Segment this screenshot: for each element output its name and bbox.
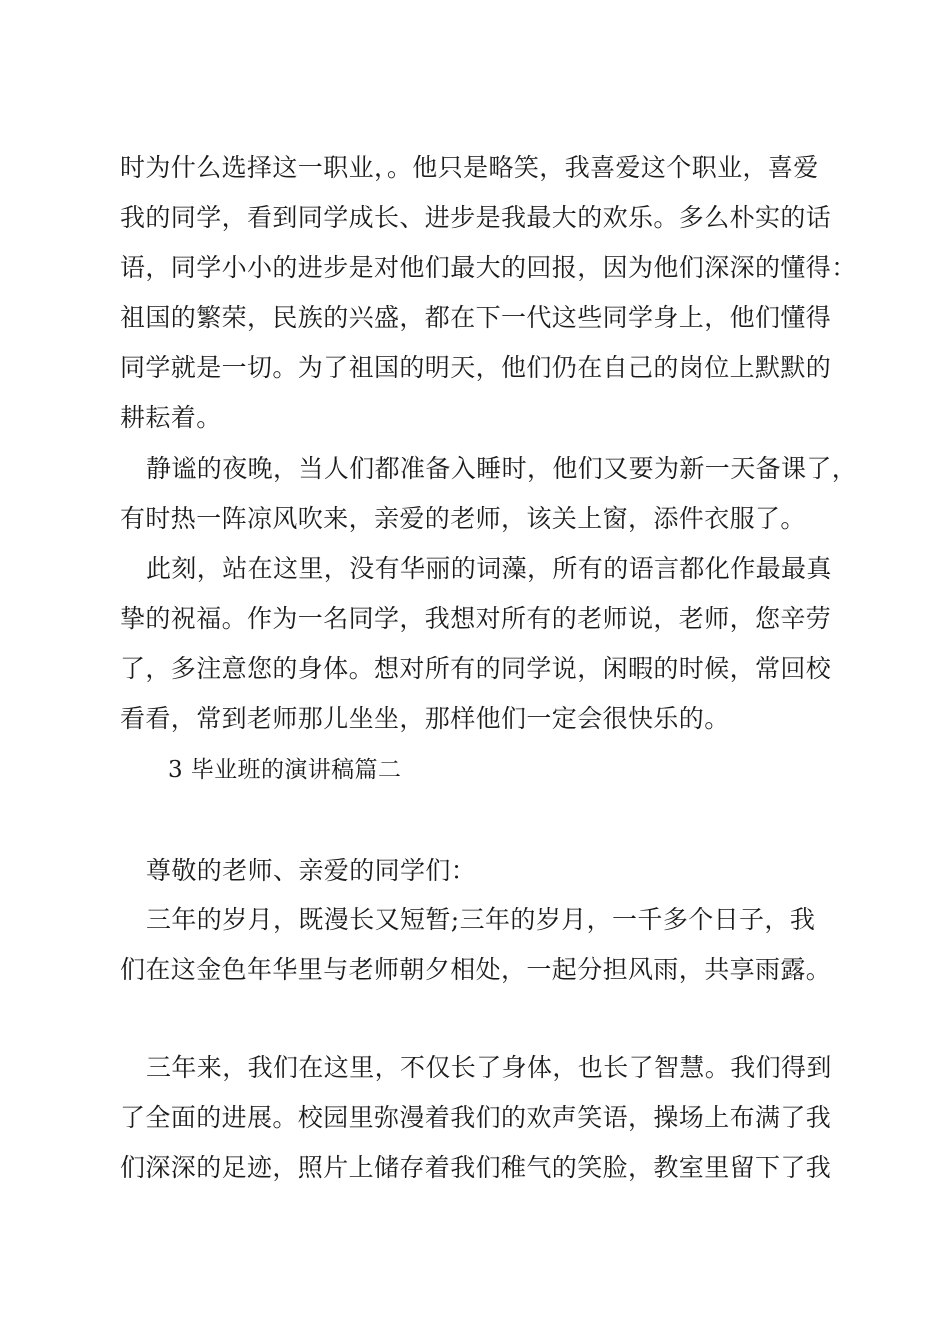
text-line: 语，同学小小的进步是对他们最大的回报，因为他们深深的懂得： <box>120 253 857 282</box>
text-line: 此刻，站在这里，没有华丽的词藻，所有的语言都化作最最真 <box>146 554 832 583</box>
text-line: 三年的岁月，既漫长又短暂;三年的岁月，一千多个日子，我 <box>146 905 816 934</box>
text-line: 们在这金色年华里与老师朝夕相处，一起分担风雨，共享雨露。 <box>120 955 832 984</box>
section-heading: 3 毕业班的演讲稿篇二 <box>168 757 402 783</box>
text-line: 了，多注意您的身体。想对所有的同学说，闲暇的时候，常回校 <box>120 654 832 683</box>
text-line: 们深深的足迹，照片上储存着我们稚气的笑脸，教室里留下了我 <box>120 1153 832 1182</box>
text-line: 时为什么选择这一职业，。他只是略笑，我喜爱这个职业，喜爱 <box>120 153 819 182</box>
text-line: 尊敬的老师、亲爱的同学们： <box>146 856 477 885</box>
text-line: 同学就是一切。为了祖国的明天，他们仍在自己的岗位上默默的 <box>120 353 832 382</box>
text-line: 耕耘着。 <box>120 403 222 432</box>
text-line: 祖国的繁荣，民族的兴盛，都在下一代这些同学身上，他们懂得 <box>120 303 832 332</box>
text-line: 挚的祝福。作为一名同学，我想对所有的老师说，老师，您辛劳 <box>120 604 832 633</box>
text-line: 了全面的进展。校园里弥漫着我们的欢声笑语，操场上布满了我 <box>120 1103 832 1132</box>
text-line: 三年来，我们在这里，不仅长了身体，也长了智慧。我们得到 <box>146 1053 832 1082</box>
text-line: 有时热一阵凉风吹来，亲爱的老师，该关上窗，添件衣服了。 <box>120 504 806 533</box>
text-line: 看看，常到老师那儿坐坐，那样他们一定会很快乐的。 <box>120 704 730 733</box>
text-line: 静谧的夜晚，当人们都准备入睡时，他们又要为新一天备课了， <box>146 454 858 483</box>
text-line: 我的同学，看到同学成长、进步是我最大的欢乐。多么朴实的话 <box>120 203 832 232</box>
